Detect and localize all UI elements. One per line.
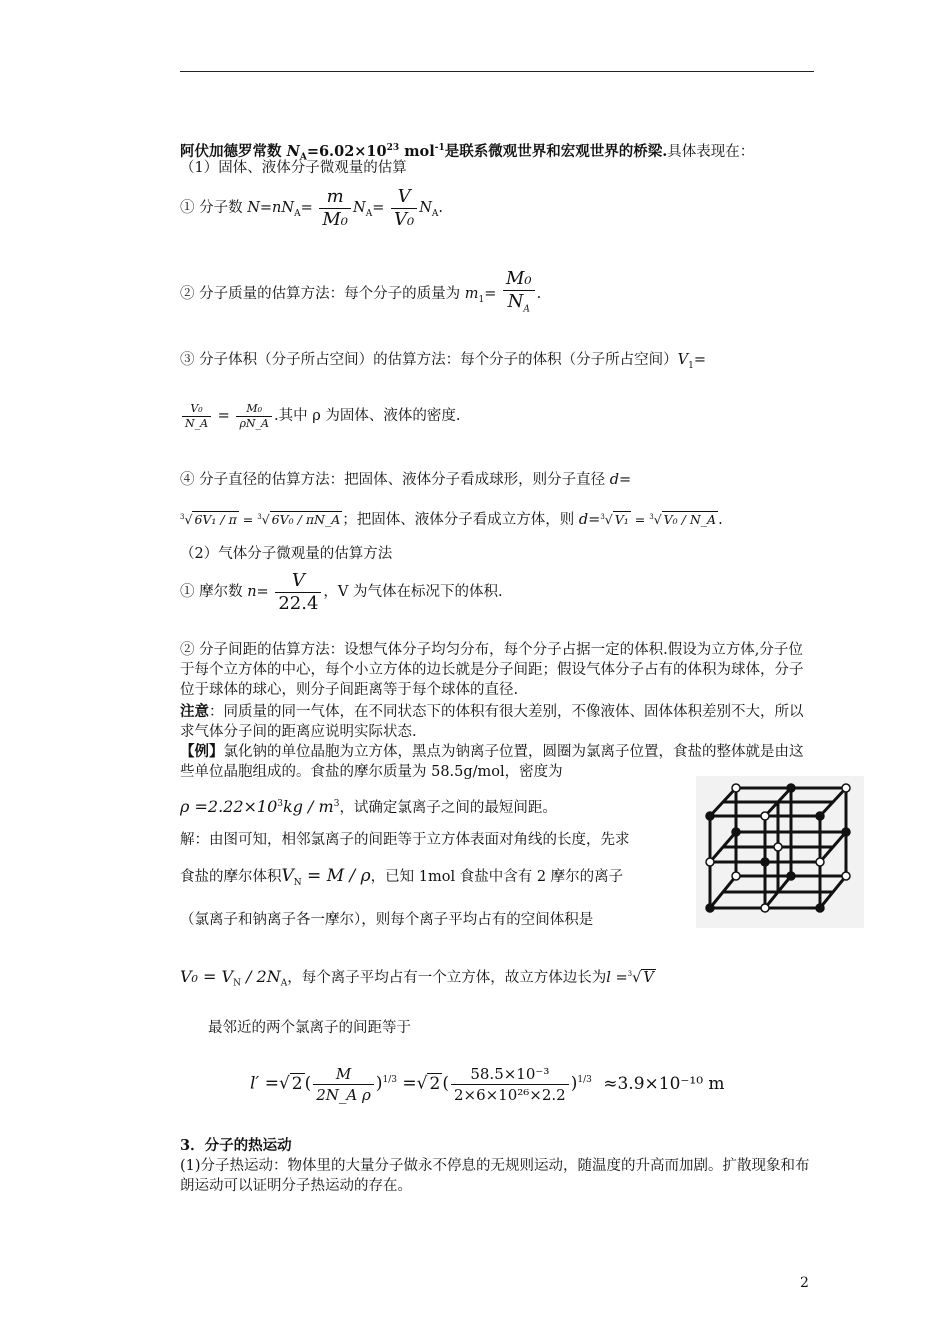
- sol2-v: V: [281, 866, 294, 886]
- fraction-numeric: [451, 1064, 569, 1105]
- n: n=: [247, 584, 269, 600]
- solution-line1: 解：由图可知，相邻氯离子的间距等于立方体表面对角线的长度，先求: [180, 832, 630, 848]
- final-result: ≈3.9×10⁻¹⁰ m: [603, 1073, 725, 1094]
- m1-sub: 1: [478, 294, 485, 305]
- intro-na: N: [286, 142, 300, 160]
- s1-item2: [180, 266, 541, 322]
- sol4-l: l =: [606, 969, 628, 986]
- intro-tail: 具体表现在：: [667, 143, 755, 160]
- s2-item1-tail: ，V 为气体在标况下的体积.: [323, 584, 503, 600]
- final-equation: l′ =√ 2 ( $\frac{M}{\text{2N\_A ρ}}$ )$^{1/3}$ =√ 2 ( $\frac{\text{58.5×10⁻³}}{\text{2×6×10²⁶×2.2}}$ )$^{1/3}$ ≈3.9×10⁻¹⁰ m: [250, 1064, 725, 1104]
- s1-item1-formula: N=nN: [247, 200, 295, 216]
- root-6v0-pina: 6V₀ / πN_A: [271, 512, 341, 528]
- fraction-V0-over-NA: [182, 402, 211, 431]
- final-exp2: 1/3: [577, 1075, 592, 1085]
- rho-unit-exp: 3: [333, 799, 340, 809]
- sol4-v0: V₀ = V: [180, 966, 234, 986]
- fraction-V-over-V0: [391, 186, 417, 231]
- s1-item3-tail: .其中 ρ 为固体、液体的密度.: [274, 408, 461, 424]
- sol4-sub: N: [233, 978, 241, 989]
- nacl-lattice-figure: [696, 776, 864, 928]
- s1-heading: （1）固体、液体分子微观量的估算: [180, 160, 407, 176]
- root-v0-na: V₀ / N_A: [663, 512, 717, 528]
- s1-item3: [180, 350, 706, 376]
- eq: =: [484, 286, 497, 302]
- na-sub: A: [365, 208, 373, 219]
- v1-sub: 1: [688, 360, 694, 371]
- s1-item1-label: ① 分子数: [180, 200, 248, 216]
- s1-item1-sub: A: [294, 208, 301, 219]
- note-label: 注意: [180, 703, 209, 720]
- frac-den: 2×6×10²⁶×2.2: [453, 1085, 566, 1104]
- eq: =: [693, 352, 706, 368]
- rho-exp: 3: [277, 799, 284, 809]
- end: .: [536, 286, 542, 302]
- frac-den: 2N_A ρ: [316, 1085, 371, 1104]
- sol2-sub: N: [293, 877, 302, 888]
- frac-num: M: [313, 1064, 374, 1085]
- rho-unit: kg / m: [283, 796, 334, 816]
- frac-num: V₀: [182, 402, 211, 417]
- frac-den-main: N: [507, 290, 524, 312]
- m1: m: [464, 286, 479, 302]
- frac-num: V: [391, 186, 417, 209]
- s1-item2-text: ② 分子质量的估算方法：每个分子的质量为: [180, 286, 465, 302]
- s1-item4-text: ④ 分子直径的估算方法：把固体、液体分子看成球形，则分子直径: [180, 472, 610, 488]
- sol4-root: V: [643, 969, 654, 986]
- frac-num: V: [275, 570, 321, 593]
- frac-num: M₀: [503, 268, 535, 291]
- fraction-M0-over-rhoNA: [236, 402, 272, 431]
- intro-na-sub: A: [299, 152, 307, 163]
- s3-heading: 3．分子的热运动: [180, 1137, 292, 1154]
- na: N: [419, 200, 432, 216]
- sol4-mid: / 2N: [240, 966, 281, 986]
- solution-line5: 最邻近的两个氯离子的间距等于: [208, 1020, 411, 1036]
- final-exp1: 1/3: [382, 1075, 397, 1085]
- final-sqrt: 2: [291, 1073, 303, 1094]
- frac-den: N_A: [185, 416, 209, 430]
- solution-line2: [180, 866, 623, 893]
- note: [180, 702, 816, 742]
- frac-den: 22.4: [278, 592, 319, 614]
- sol4-tail: ，每个离子平均占有一个立方体，故立方体边长为: [287, 969, 607, 986]
- sol4-sub2: A: [280, 978, 288, 989]
- s1-item4-formula: $^3$√ 6V₁ / π = $^3$√ 6V₀ / πN_A ；把固体、液体分子看成立方体，则 d=$^3$√ V₁ = $^3$√ V₀ / N_A .: [180, 512, 723, 529]
- intro-value: =6.02×10: [306, 142, 387, 160]
- final-eq: =: [396, 1073, 417, 1094]
- intro-title-pre: 阿伏加德罗常数: [180, 142, 287, 160]
- s1-item3-text: ③ 分子体积（分子所占空间）的估算方法：每个分子的体积（分子所占空间）: [180, 352, 678, 368]
- d: d=: [609, 472, 632, 488]
- s2-item1-label: ① 摩尔数: [180, 584, 248, 600]
- header-rule: [180, 71, 814, 72]
- fraction-m-over-M0: [319, 186, 351, 231]
- example-text: 氯化钠的单位晶胞为立方体，黑点为钠离子位置，圆圈为氯离子位置，食盐的整体就是由这些单位晶胞组成的。食盐的摩尔质量为 58.5g/mol，密度为: [180, 744, 804, 780]
- frac-num: 58.5×10⁻³: [451, 1064, 569, 1085]
- end: .: [438, 200, 443, 216]
- intro-title-post: 是联系微观世界和宏观世界的桥梁.: [444, 142, 668, 160]
- rho-line: [180, 794, 557, 818]
- intro-unit: mol: [399, 142, 435, 160]
- d2: d=: [578, 512, 601, 529]
- eq: =: [372, 200, 385, 216]
- root-v1: V₁: [614, 512, 629, 528]
- root-6v1-pi: 6V₁ / π: [194, 512, 237, 528]
- s1-item4: [180, 470, 631, 490]
- frac-den: [503, 291, 535, 321]
- s1-item1: [180, 180, 443, 236]
- fraction-V-over-22.4: [275, 570, 321, 615]
- rho-tail: ，试确定氯离子之间的最短间距。: [339, 799, 557, 816]
- frac-den-sub: A: [523, 304, 530, 315]
- end: .: [718, 512, 723, 529]
- final-sqrt2: 2: [429, 1073, 441, 1094]
- fraction-M0-over-NA: [503, 268, 535, 321]
- note-text: ：同质量的同一气体，在不同状态下的体积有很大差别，不像液体、固体体积差别不大，所以求气体分子间的距离应说明实际状态.: [180, 704, 804, 740]
- page-number: 2: [800, 1275, 809, 1291]
- solution-line4: $V_0 = V_N / 2N_A$，每个离子平均占有一个立方体，故立方体边长为l =$^3$√ V: [180, 966, 654, 989]
- s1-item1-eq: =: [300, 200, 313, 216]
- solution-line3: （氯离子和钠离子各一摩尔），则每个离子平均占有的空间体积是: [180, 912, 594, 928]
- sol2-pre: 食盐的摩尔体积: [180, 869, 282, 885]
- s1-item4-mid: ；把固体、液体分子看成立方体，则: [342, 512, 579, 529]
- example-label: 【例】: [180, 743, 224, 760]
- s2-item1: [180, 566, 503, 618]
- fraction-M-over-2NA-rho: [313, 1064, 374, 1105]
- frac-num: M₀: [236, 402, 272, 417]
- intro-unit-exp: -1: [434, 143, 445, 153]
- na: N: [353, 200, 366, 216]
- final-l: l′ =: [250, 1073, 279, 1094]
- s1-item3-formula: $\frac{\text{V₀}}{N\_A}$ = $\frac{\text{M₀}}{\rho N\_A}$ .其中 ρ 为固体、液体的密度.: [180, 396, 460, 436]
- rho-value: ρ =2.22×10: [180, 796, 278, 816]
- intro-exp: 23: [386, 143, 400, 153]
- frac-den: M₀: [322, 208, 349, 230]
- frac-num: m: [319, 186, 351, 209]
- sol2-eq: = M / ρ: [301, 866, 371, 886]
- s2-item2: ② 分子间距的估算方法：设想气体分子均匀分布，每个分子占据一定的体积.假设为立方体,分子位于每个立方体的中心，每个小立方体的边长就是分子间距；假设气体分子占有的体积为球体，分子位于球体的球心，则分子间距离等于每个球体的直径.: [180, 642, 804, 698]
- na-sub: A: [431, 208, 439, 219]
- frac-den: V₀: [393, 208, 415, 230]
- frac-den: ρN_A: [239, 416, 269, 430]
- s2-heading: （2）气体分子微观量的估算方法: [180, 546, 393, 562]
- v1: V: [677, 352, 689, 368]
- sol2-tail: ，已知 1mol 食盐中含有 2 摩尔的离子: [370, 869, 624, 885]
- s3-text: (1)分子热运动：物体里的大量分子做永不停息的无规则运动，随温度的升高而加剧。扩散现象和布朗运动可以证明分子热运动的存在。: [180, 1158, 810, 1194]
